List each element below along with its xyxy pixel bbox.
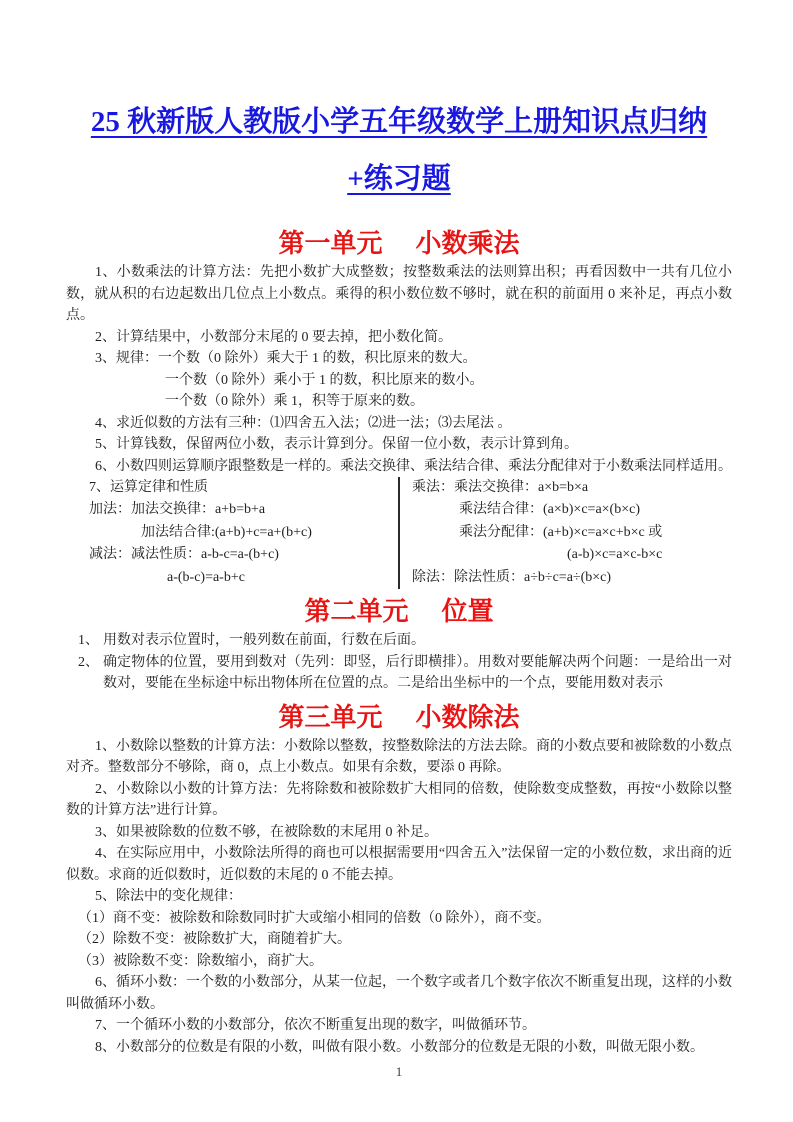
unit3-subitem-3: （3）被除数不变：除数缩小，商扩大。	[78, 953, 323, 969]
laws-line: 加法结合律:(a+b)+c=a+(b+c)	[141, 524, 312, 540]
unit3-paragraph-4: 4、在实际应用中，小数除法所得的商也可以根据需要用“四舍五入”法保留一定的小数位数，求出商的近似数。求商的近似数时，近似数的末尾的 0 不能去掉。	[66, 846, 732, 883]
title-line-1: 25 秋新版人教版小学五年级数学上册知识点归纳	[90, 106, 708, 138]
laws-line: 乘法分配律：(a+b)×c=a×c+b×c 或	[459, 524, 663, 540]
unit3-subitem-1: （1）商不变：被除数和除数同时扩大或缩小相同的倍数（0 除外），商不变。	[78, 910, 551, 926]
unit3-paragraph-7: 7、一个循环小数的小数部分，依次不断重复出现的数字，叫做循环节。	[95, 1018, 536, 1034]
unit3-paragraph-8: 8、小数部分的位数是有限的小数，叫做有限小数。小数部分的位数是无限的小数，叫做无限小数。	[95, 1039, 704, 1055]
unit3-paragraph-1: 1、小数除以整数的计算方法：小数除以整数，按整数除法的方法去除。商的小数点要和被除数的小数点对齐。整数部分不够除，商 0，点上小数点。如果有余数，要添 0 再除。	[66, 738, 732, 776]
document-title	[66, 102, 732, 199]
unit1-paragraph-3-line-2: 一个数（0 除外）乘小于 1 的数，积比原来的数小。	[165, 372, 484, 388]
list-item-text: 确定物体的位置，要用到数对（先列：即竖，后行即横排）。用数对要能解决两个问题：一是给出一对数对，要能在坐标途中标出物体所在位置的点。二是给出坐标中的一个点，要能用数对表示	[103, 654, 732, 692]
unit2-heading	[66, 595, 732, 628]
laws-right-column	[400, 477, 732, 589]
unit1-heading-title: 小数乘法	[415, 229, 520, 258]
unit3-paragraph-3: 3、如果被除数的位数不够，在被除数的末尾用 0 补足。	[95, 824, 438, 840]
unit2-list-item-2	[66, 652, 732, 695]
unit1-paragraph-4: 4、求近似数的方法有三种：⑴四舍五入法；⑵进一法；⑶去尾法 。	[95, 415, 512, 431]
unit1-paragraph-5: 5、计算钱数，保留两位小数，表示计算到分。保留一位小数，表示计算到角。	[95, 437, 578, 452]
unit1-paragraph-3-line-1: 3、规律：一个数（0 除外）乘大于 1 的数，积比原来的数大。	[95, 351, 477, 366]
unit3-paragraph-2: 2、小数除以小数的计算方法：先将除数和被除数扩大相同的倍数，使除数变成整数，再按“小数除以整数的计算方法”进行计算。	[66, 781, 732, 819]
laws-line: 乘法：乘法交换律：a×b=b×a	[412, 480, 589, 495]
laws-line: a-(b-c)=a-b+c	[167, 569, 245, 585]
unit3-paragraph-5: 5、除法中的变化规律：	[95, 889, 242, 905]
list-item-text: 用数对表示位置时，一般列数在前面，行数在后面。	[103, 633, 425, 649]
unit2-heading-title: 位置	[441, 597, 494, 627]
unit3-paragraph-6: 6、循环小数：一个数的小数部分，从某一位起，一个数字或者几个数字依次不断重复出现，这样的小数叫做循环小数。	[66, 975, 732, 1012]
laws-line: (a-b)×c=a×c-b×c	[567, 547, 663, 563]
unit3-heading-title: 小数除法	[415, 702, 520, 732]
unit1-paragraph-2: 2、计算结果中，小数部分末尾的 0 要去掉，把小数化简。	[95, 329, 452, 345]
list-item-number: 2、	[78, 654, 99, 670]
list-item-number: 1、	[78, 633, 99, 649]
operation-laws-table	[66, 477, 732, 589]
unit3-heading	[66, 701, 732, 734]
laws-left-column	[66, 477, 398, 589]
laws-line: 减法：减法性质：a-b-c=a-(b+c)	[89, 547, 279, 563]
unit3-subitem-2: （2）除数不变：被除数扩大，商随着扩大。	[78, 932, 351, 948]
unit1-heading-number: 第一单元	[278, 229, 383, 258]
laws-line: 乘法结合律：(a×b)×c=a×(b×c)	[459, 502, 640, 518]
page-number: 1	[395, 1064, 403, 1080]
unit1-paragraph-1: 1、小数乘法的计算方法：先把小数扩大成整数；按整数乘法的法则算出积；再看因数中一共有几位小数，就从积的右边起数出几位点上小数点。乘得的积小数位数不够时，就在积的前面用 0 来补足，再点小数点。	[66, 265, 732, 323]
unit1-paragraph-6: 6、小数四则运算顺序跟整数是一样的。乘法交换律、乘法结合律、乘法分配律对于小数乘法同样适用。	[95, 458, 732, 474]
title-line-2: +练习题	[347, 163, 451, 195]
unit1-paragraph-3-line-3: 一个数（0 除外）乘 1，积等于原来的数。	[165, 394, 424, 409]
laws-line: 除法：除法性质：a÷b÷c=a÷(b×c)	[412, 569, 612, 585]
laws-line: 7、运算定律和性质	[89, 480, 208, 495]
laws-line: 加法：加法交换律：a+b=b+a	[89, 502, 266, 518]
unit2-heading-number: 第二单元	[304, 597, 409, 627]
unit2-list-item-1	[66, 630, 732, 652]
unit3-heading-number: 第三单元	[278, 702, 383, 732]
unit1-heading	[66, 227, 732, 260]
